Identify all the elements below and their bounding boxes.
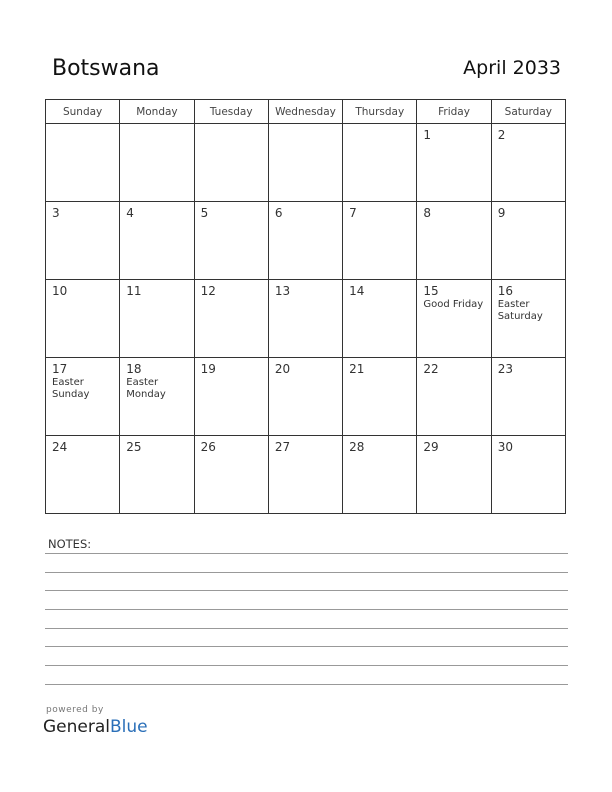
day-cell: [120, 202, 194, 280]
weekday-thursday: Thursday: [343, 100, 417, 124]
day-number: 27: [274, 440, 291, 454]
day-cell: [343, 202, 417, 280]
day-cell: [194, 202, 268, 280]
day-number: 13: [274, 284, 291, 298]
note-line: [45, 665, 568, 666]
day-cell: [491, 280, 565, 358]
day-cell: [343, 280, 417, 358]
holiday-label: Easter Saturday: [497, 299, 543, 322]
day-number: 20: [274, 362, 291, 376]
day-number: 28: [349, 440, 365, 454]
day-number: 24: [52, 440, 68, 454]
day-cell: [417, 436, 491, 514]
day-number: 19: [200, 362, 216, 376]
weekday-sunday: Sunday: [46, 100, 120, 124]
note-line: [45, 684, 568, 685]
day-cell: [120, 436, 194, 514]
day-number: 4: [126, 206, 134, 220]
day-number: 10: [52, 284, 68, 298]
week-row: [46, 124, 566, 202]
day-number: 16: [497, 284, 513, 298]
day-cell: [268, 124, 342, 202]
note-line: [45, 572, 568, 573]
day-number: 22: [423, 362, 439, 376]
day-cell: [268, 358, 342, 436]
day-number: 6: [274, 206, 283, 220]
day-cell: [46, 358, 120, 436]
day-cell: [46, 202, 120, 280]
weekday-friday: Friday: [417, 100, 491, 124]
day-cell: [417, 358, 491, 436]
weekday-saturday: Saturday: [491, 100, 565, 124]
day-number: 2: [497, 128, 506, 142]
day-cell: [491, 202, 565, 280]
week-row: [46, 202, 566, 280]
day-cell: [417, 280, 491, 358]
day-number: 12: [200, 284, 216, 298]
day-cell: [343, 358, 417, 436]
day-cell: [120, 280, 194, 358]
day-cell: [417, 124, 491, 202]
weekday-header-row: [46, 100, 566, 124]
day-cell: [491, 124, 565, 202]
day-cell: [120, 358, 194, 436]
day-number: 25: [126, 440, 142, 454]
week-row: [46, 358, 566, 436]
notes-label: NOTES:: [48, 537, 92, 551]
weekday-monday: Monday: [120, 100, 194, 124]
holiday-label: Easter Sunday: [52, 377, 90, 400]
day-cell: [491, 436, 565, 514]
day-cell: [46, 280, 120, 358]
day-number: 15: [423, 284, 439, 298]
note-line: [45, 646, 568, 647]
brand-general: General: [43, 717, 110, 737]
day-cell: [194, 436, 268, 514]
day-number: 30: [497, 440, 513, 454]
holiday-label: Easter Monday: [126, 377, 166, 400]
day-cell: [46, 436, 120, 514]
day-cell: [46, 124, 120, 202]
day-cell: [120, 124, 194, 202]
day-number: 29: [423, 440, 439, 454]
day-cell: [268, 202, 342, 280]
day-number: 8: [423, 206, 432, 220]
brand-blue: Blue: [110, 717, 148, 737]
day-number: 11: [126, 284, 142, 298]
day-number: 23: [497, 362, 513, 376]
note-line: [45, 553, 568, 554]
day-cell: [268, 280, 342, 358]
day-number: 5: [200, 206, 209, 220]
calendar-grid: [45, 99, 566, 514]
weekday-wednesday: Wednesday: [268, 100, 342, 124]
day-cell: [194, 124, 268, 202]
day-cell: [268, 436, 342, 514]
day-cell: [491, 358, 565, 436]
note-line: [45, 628, 568, 629]
day-number: 26: [200, 440, 216, 454]
day-cell: [417, 202, 491, 280]
month-title: April 2033: [463, 57, 561, 79]
generalblue-logo[interactable]: [43, 717, 148, 737]
week-row: [46, 280, 566, 358]
note-line: [45, 609, 568, 610]
day-number: 14: [349, 284, 365, 298]
country-title: Botswana: [52, 56, 160, 81]
week-row: [46, 436, 566, 514]
day-number: 1: [423, 128, 432, 142]
day-number: 21: [349, 362, 365, 376]
day-cell: [343, 436, 417, 514]
day-number: 9: [497, 206, 506, 220]
note-line: [45, 590, 568, 591]
day-cell: [194, 280, 268, 358]
day-number: 18: [126, 362, 142, 376]
day-cell: [194, 358, 268, 436]
day-number: 17: [52, 362, 68, 376]
day-cell: [343, 124, 417, 202]
holiday-label: Good Friday: [423, 299, 484, 310]
powered-by-text: powered by: [46, 705, 104, 715]
weekday-tuesday: Tuesday: [194, 100, 268, 124]
day-number: 3: [52, 206, 60, 220]
day-number: 7: [349, 206, 357, 220]
